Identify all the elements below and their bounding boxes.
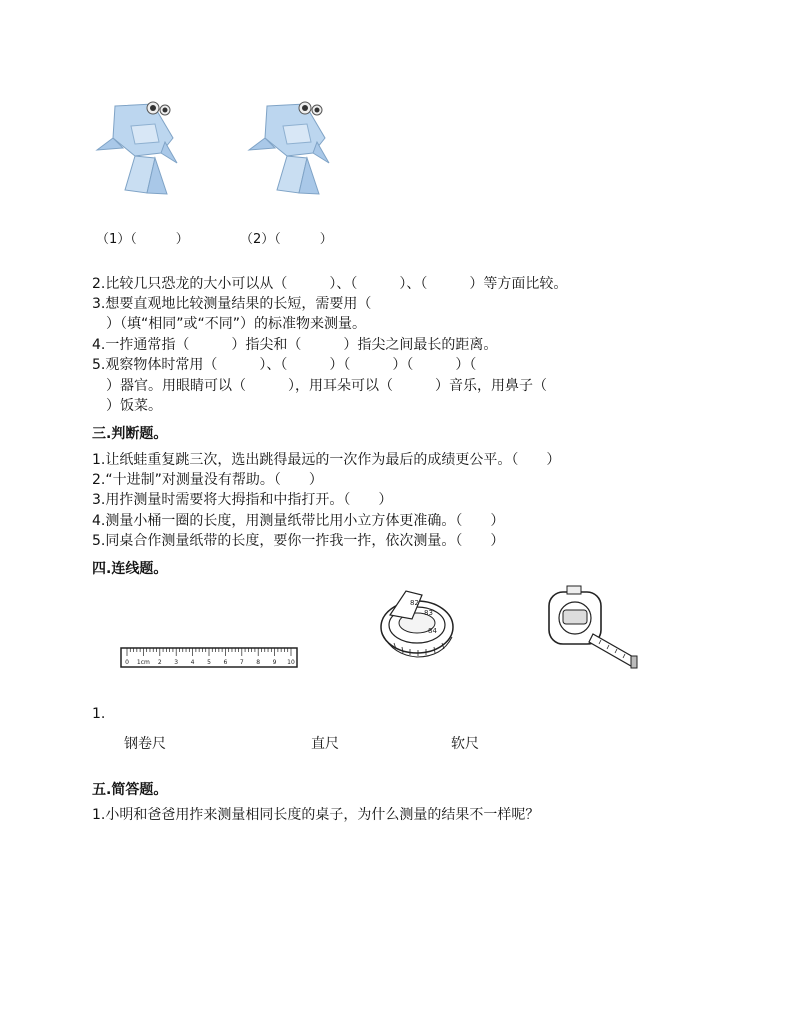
ruler-tick-label: 2 bbox=[157, 659, 162, 666]
ruler-tick-label: 9 bbox=[272, 659, 277, 666]
fill-in-question-3-line-1: 3.想要直观地比较测量结果的长短，需要用（ bbox=[92, 296, 372, 312]
ruler-tick-label: 6 bbox=[223, 659, 228, 666]
judge-item-3: 3.用拃测量时需要将大拇指和中指打开。（ ） bbox=[92, 492, 393, 508]
short-answer-question-1: 1.小明和爸爸用拃来测量相同长度的桌子，为什么测量的结果不一样呢？ bbox=[92, 807, 540, 823]
ruler-tick-label: 10 bbox=[287, 659, 295, 666]
ruler-tick-label: 7 bbox=[239, 659, 244, 666]
judge-item-4: 4.测量小桶一圈的长度，用测量纸带比用小立方体更准确。（ ） bbox=[92, 513, 505, 529]
match-label-soft-tape: 软尺 bbox=[451, 736, 479, 752]
soft-tape-measure-image bbox=[372, 585, 462, 665]
short-answer-section-heading: 五.简答题。 bbox=[92, 782, 168, 798]
steel-tape-measure-image bbox=[543, 582, 643, 672]
match-label-ruler: 直尺 bbox=[311, 736, 339, 752]
match-section-heading: 四.连线题。 bbox=[92, 561, 168, 577]
match-question-number: 1. bbox=[92, 706, 106, 722]
ruler-tick-label: 1cm bbox=[136, 659, 150, 666]
match-label-steel-tape: 钢卷尺 bbox=[124, 736, 166, 752]
ruler-tick-label: 5 bbox=[207, 659, 211, 666]
tape-number-3: 84 bbox=[428, 627, 437, 635]
judge-section-heading: 三.判断题。 bbox=[92, 426, 168, 442]
judge-item-5: 5.同桌合作测量纸带的长度，要你一拃我一拃，依次测量。（ ） bbox=[92, 533, 505, 549]
fill-in-question-5-line-3: ）饭菜。 bbox=[92, 398, 162, 414]
judge-item-1: 1.让纸蛙重复跳三次，选出跳得最远的一次作为最后的成绩更公平。（ ） bbox=[92, 452, 561, 468]
tape-number-1: 82 bbox=[410, 599, 419, 607]
ruler-tick-label: 8 bbox=[256, 659, 261, 666]
origami-frog-2-image bbox=[247, 98, 337, 198]
ruler-image bbox=[120, 647, 300, 669]
origami-frog-1-image bbox=[95, 98, 185, 198]
fill-in-question-2: 2.比较几只恐龙的大小可以从（ ）、（ ）、（ ）等方面比较。 bbox=[92, 276, 568, 292]
judge-item-2: 2.“十进制”对测量没有帮助。（ ） bbox=[92, 472, 323, 488]
ruler-tick-label: 0 bbox=[125, 659, 129, 666]
ruler-tick-label: 3 bbox=[174, 659, 179, 666]
ruler-tick-label: 4 bbox=[190, 659, 195, 666]
fill-in-question-3-line-2: ）（填“相同”或“不同”）的标准物来测量。 bbox=[92, 316, 367, 332]
frog-label-2: （2）（ ） bbox=[240, 232, 333, 247]
tape-number-2: 83 bbox=[424, 609, 433, 617]
fill-in-question-5-line-1: 5.观察物体时常用（ ）、（ ）（ ）（ ）（ bbox=[92, 357, 477, 373]
fill-in-question-5-line-2: ）器官。用眼睛可以（ ），用耳朵可以（ ）音乐，用鼻子（ bbox=[92, 378, 547, 394]
fill-in-question-4: 4.一拃通常指（ ）指尖和（ ）指尖之间最长的距离。 bbox=[92, 337, 498, 353]
frog-label-1: （1）（ ） bbox=[96, 232, 189, 247]
